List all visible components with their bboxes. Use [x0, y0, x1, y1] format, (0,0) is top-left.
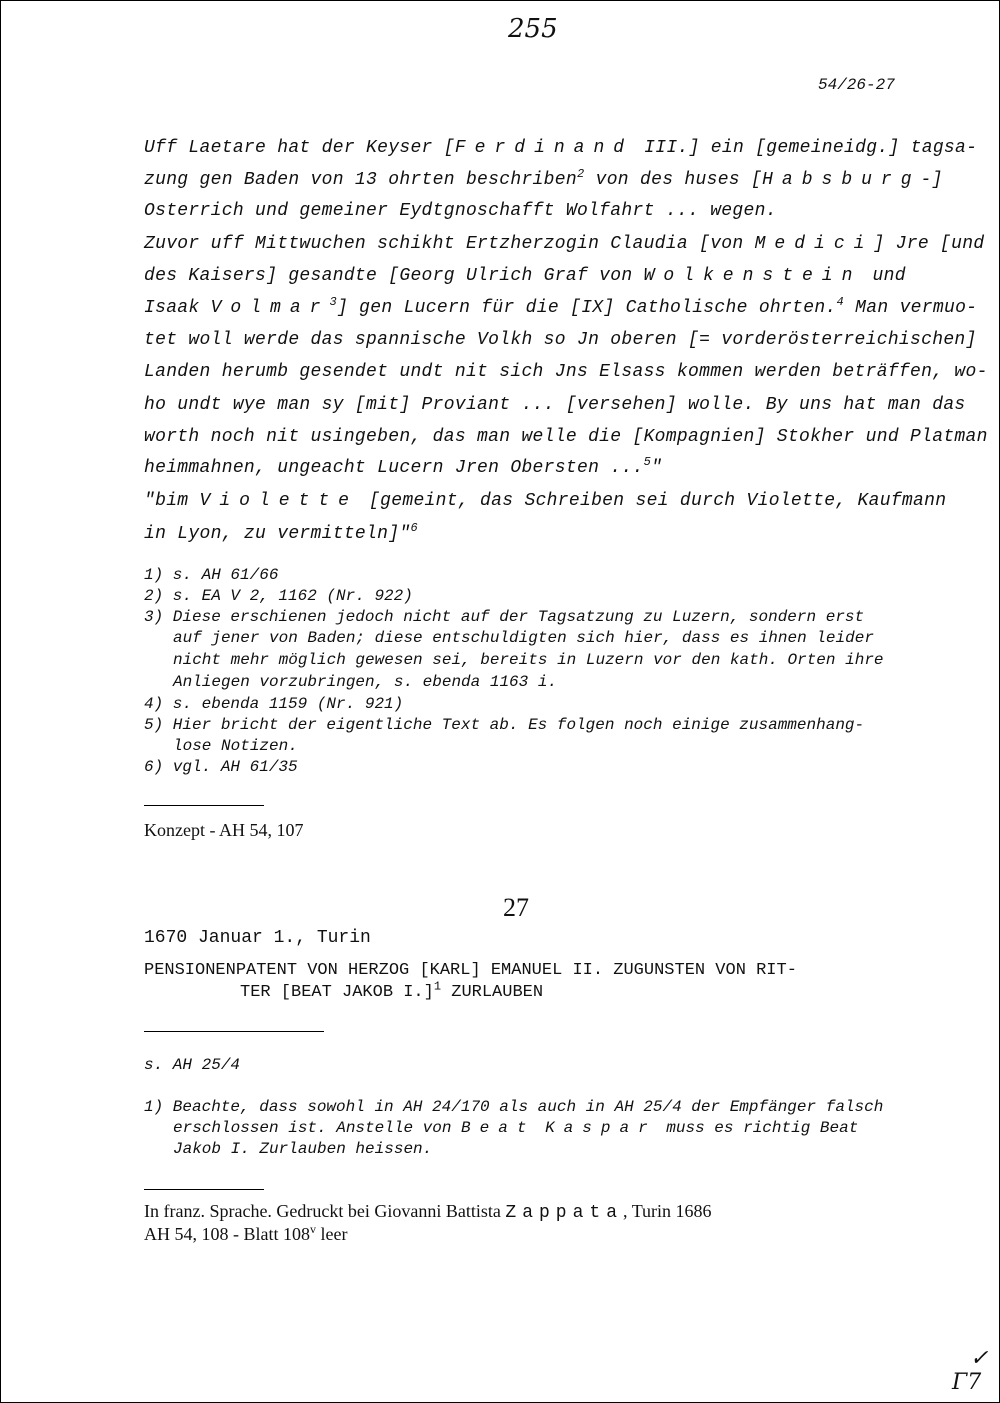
document-reference: s. AH 25/4	[144, 1056, 241, 1074]
letter-line-1: Uff Laetare hat der Keyser [Ferdinand III.] ein [gemeineidg.] tagsa-	[144, 138, 978, 158]
handwritten-check-mark: ✓	[970, 1346, 989, 1371]
letter-line-6: Isaak Volmar$^3$] gen Lucern für die [IX] Catholische ohrten.$^4$ Man vermuo-	[144, 295, 978, 318]
doc-footnote-1-cont-2: Jakob I. Zurlauben heissen.	[173, 1140, 433, 1158]
footnote-3-cont-3: Anliegen vorzubringen, s. ebenda 1163 i.	[173, 673, 558, 691]
footnote-3: 3) Diese erschienen jedoch nicht auf der Tagsatzung zu Luzern, sondern erst	[144, 608, 865, 626]
footnote-6: 6) vgl. AH 61/35	[144, 758, 298, 776]
letter-line-4: Zuvor uff Mittwuchen schikht Ertzherzogin Claudia [von Medici] Jre [und	[144, 234, 985, 254]
footnote-5: 5) Hier bricht der eigentliche Text ab. Es folgen noch einige zusammenhang-	[144, 716, 865, 734]
separator-rule-1	[144, 805, 264, 806]
handwritten-page-number: 255	[508, 14, 558, 44]
footnote-3-cont-1: auf jener von Baden; diese entschuldigten sich hier, dass es ihnen leider	[173, 629, 874, 647]
footnote-4: 4) s. ebenda 1159 (Nr. 921)	[144, 695, 404, 713]
footnote-5-cont: lose Notizen.	[173, 737, 298, 755]
doc-footnote-1-cont-1: erschlossen ist. Anstelle von Beat Kaspar muss es richtig Beat	[173, 1119, 859, 1137]
separator-rule-2	[144, 1031, 324, 1032]
letter-line-5: des Kaisers] gesandte [Georg Ulrich Graf von Wolkenstein und	[144, 266, 906, 286]
source-note-2: In franz. Sprache. Gedruckt bei Giovanni Battista Zappata, Turin 1686	[144, 1201, 712, 1223]
letter-line-10: worth noch nit usingeben, das man welle die [Kompagnien] Stokher und Platman	[144, 427, 988, 447]
letter-line-8: Landen herumb gesendet undt nit sich Jns Elsass kommen werden beträffen, wo-	[144, 362, 988, 382]
separator-rule-3	[144, 1189, 264, 1190]
footnote-2: 2) s. EA V 2, 1162 (Nr. 922)	[144, 587, 413, 605]
source-note-1: Konzept - AH 54, 107	[144, 820, 304, 840]
letter-line-9: ho undt wye man sy [mit] Proviant ... [versehen] wolle. By uns hat man das	[144, 395, 966, 415]
page-reference: 54/26-27	[818, 76, 895, 94]
document-title-line-1: PENSIONENPATENT VON HERZOG [KARL] EMANUEL II. ZUGUNSTEN VON RIT-	[144, 961, 797, 980]
handwritten-corner-mark: Γ7	[952, 1370, 982, 1395]
letter-line-11: heimmahnen, ungeacht Lucern Jren Obersten ...$^5$"	[144, 455, 663, 478]
letter-line-7: tet woll werde das spannische Volkh so Jn oberen [= vorderösterreichischen]	[144, 330, 977, 350]
footnote-1: 1) s. AH 61/66	[144, 566, 279, 584]
source-note-3: AH 54, 108 - Blatt 108$^v$ leer	[144, 1222, 348, 1244]
letter-line-3: Osterrich und gemeiner Eydtgnoschafft Wolfahrt ... wegen.	[144, 201, 777, 221]
document-number: 27	[503, 893, 529, 922]
footnote-3-cont-2: nicht mehr möglich gewesen sei, bereits in Luzern vor den kath. Orten ihre	[173, 651, 884, 669]
letter-line-12: "bim Violette [gemeint, das Schreiben sei durch Violette, Kaufmann	[144, 491, 947, 511]
letter-line-13: in Lyon, zu vermitteln]"$^6$	[144, 521, 418, 544]
document-date: 1670 Januar 1., Turin	[144, 928, 371, 948]
letter-line-2: zung gen Baden von 13 ohrten beschriben$^2$ von des huses [Habsburg-]	[144, 167, 943, 190]
doc-footnote-1: 1) Beachte, dass sowohl in AH 24/170 als auch in AH 25/4 der Empfänger falsch	[144, 1098, 884, 1116]
document-title-line-2: TER [BEAT JAKOB I.]$^1$ ZURLAUBEN	[240, 979, 544, 1002]
